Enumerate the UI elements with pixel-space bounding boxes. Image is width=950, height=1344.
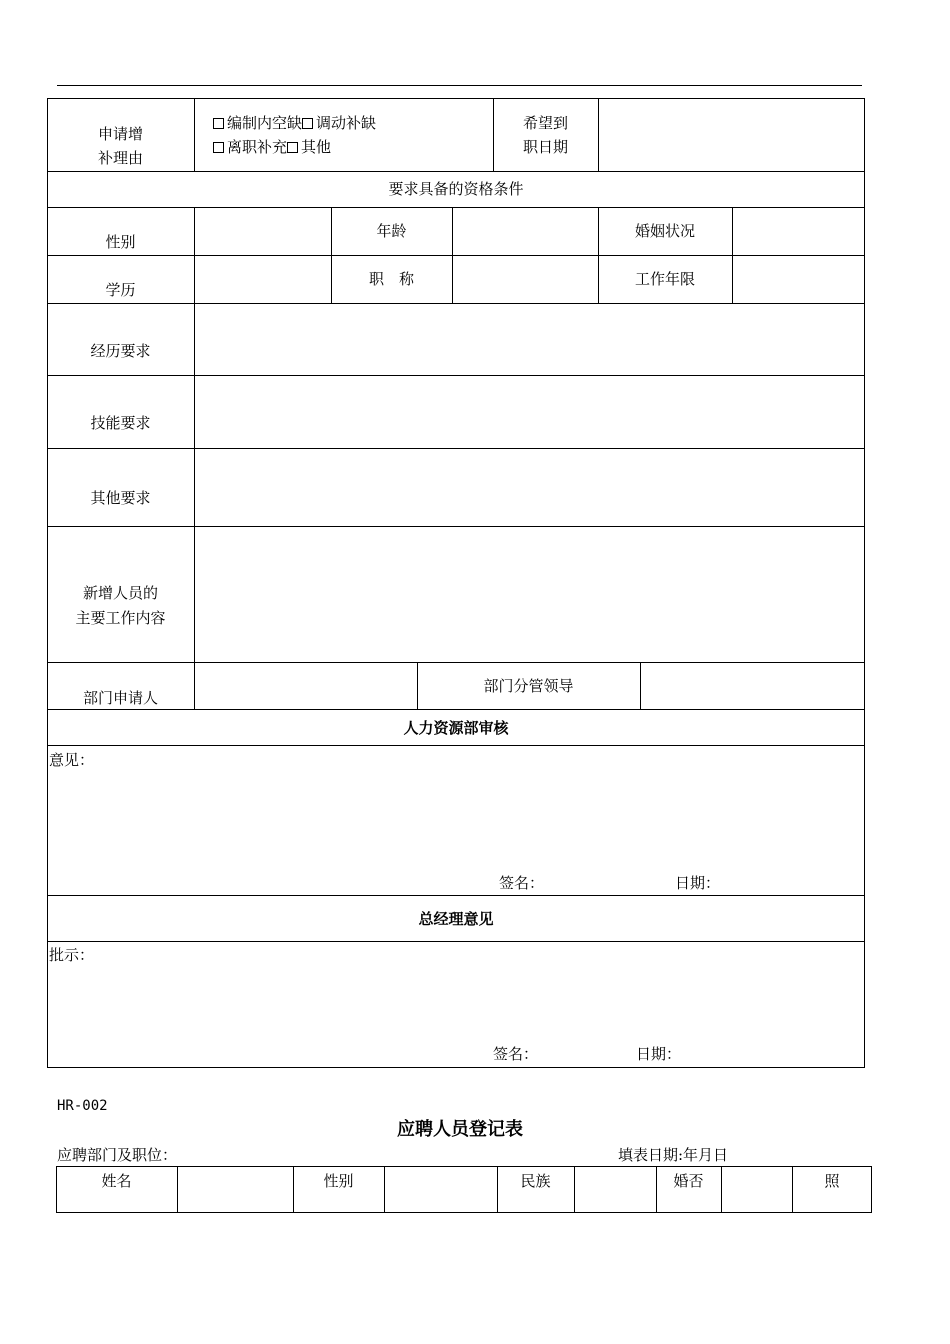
dept-position-label: 应聘部门及职位： <box>57 1146 178 1164</box>
work-years-label: 工作年限 <box>634 270 695 288</box>
gm-sign-label: 签名： <box>493 1045 539 1063</box>
reason-options-row1 <box>213 111 376 135</box>
reg-gender-field[interactable] <box>385 1167 497 1212</box>
hr-sign-label: 签名： <box>499 874 545 892</box>
checkbox-icon <box>287 142 298 153</box>
dept-leader-field[interactable] <box>641 663 864 709</box>
checkbox-icon <box>302 118 313 129</box>
work-content-field[interactable] <box>195 527 864 662</box>
hr-opinion-label: 意见： <box>49 751 95 769</box>
reg-marital-field[interactable] <box>722 1167 792 1212</box>
header-rule <box>57 85 862 86</box>
gm-instruction-label: 批示： <box>49 946 95 964</box>
option-transfer-checkbox[interactable]: 调动补缺 <box>302 114 376 132</box>
gm-date-label: 日期： <box>636 1045 682 1063</box>
title-field[interactable] <box>453 256 598 303</box>
work-years-field[interactable] <box>733 256 864 303</box>
marital-field[interactable] <box>733 208 864 255</box>
reason-options-row2 <box>213 135 331 159</box>
dept-applicant-field[interactable] <box>195 663 417 709</box>
checkbox-icon <box>213 118 224 129</box>
gm-opinion-heading: 总经理意见 <box>418 910 494 928</box>
age-label: 年龄 <box>376 222 407 240</box>
reg-photo-label: 照 <box>824 1172 840 1190</box>
reg-name-label: 姓名 <box>101 1172 132 1190</box>
reg-gender-label: 性别 <box>323 1172 354 1190</box>
expected-date-field[interactable] <box>599 99 864 171</box>
reg-ethnicity-field[interactable] <box>575 1167 656 1212</box>
registration-title: 应聘人员登记表 <box>397 1119 523 1140</box>
checkbox-icon <box>213 142 224 153</box>
option-resignation-checkbox[interactable]: 离职补充 <box>213 138 287 156</box>
marital-label: 婚姻状况 <box>634 222 695 240</box>
skills-label: 技能要求 <box>90 414 151 432</box>
gender-field[interactable] <box>195 208 331 255</box>
dept-applicant-label: 部门申请人 <box>82 689 158 707</box>
hr-date-label: 日期： <box>675 874 721 892</box>
qualification-heading: 要求具备的资格条件 <box>388 180 524 198</box>
education-field[interactable] <box>195 256 331 303</box>
reg-ethnicity-label: 民族 <box>520 1172 551 1190</box>
age-field[interactable] <box>453 208 598 255</box>
hr-review-heading: 人力资源部审核 <box>403 719 509 737</box>
option-vacancy-checkbox[interactable]: 编制内空缺 <box>213 114 302 132</box>
gm-instruction-field[interactable] <box>48 968 864 1040</box>
other-label: 其他要求 <box>90 489 151 507</box>
expected-date-label-line1: 希望到 <box>522 114 568 132</box>
experience-label: 经历要求 <box>90 342 151 360</box>
skills-field[interactable] <box>195 376 864 448</box>
fill-date-label: 填表日期:年月日 <box>618 1146 729 1164</box>
form-code: HR-002 <box>57 1098 108 1114</box>
reason-label-line2: 补理由 <box>97 149 143 167</box>
other-requirements-field[interactable] <box>195 449 864 526</box>
work-content-label-line1: 新增人员的 <box>82 584 158 602</box>
hr-opinion-field[interactable] <box>48 772 864 868</box>
education-label: 学历 <box>105 281 136 299</box>
work-content-label-line2: 主要工作内容 <box>75 609 166 627</box>
expected-date-label-line2: 职日期 <box>522 138 568 156</box>
reg-name-field[interactable] <box>178 1167 293 1212</box>
reg-marital-label: 婚否 <box>673 1172 704 1190</box>
experience-field[interactable] <box>195 304 864 375</box>
option-other-checkbox[interactable]: 其他 <box>287 138 331 156</box>
title-label: 职 称 <box>368 270 414 288</box>
dept-leader-label: 部门分管领导 <box>483 677 574 695</box>
gender-label: 性别 <box>105 233 136 251</box>
reason-label-line1: 申请增 <box>97 125 143 143</box>
